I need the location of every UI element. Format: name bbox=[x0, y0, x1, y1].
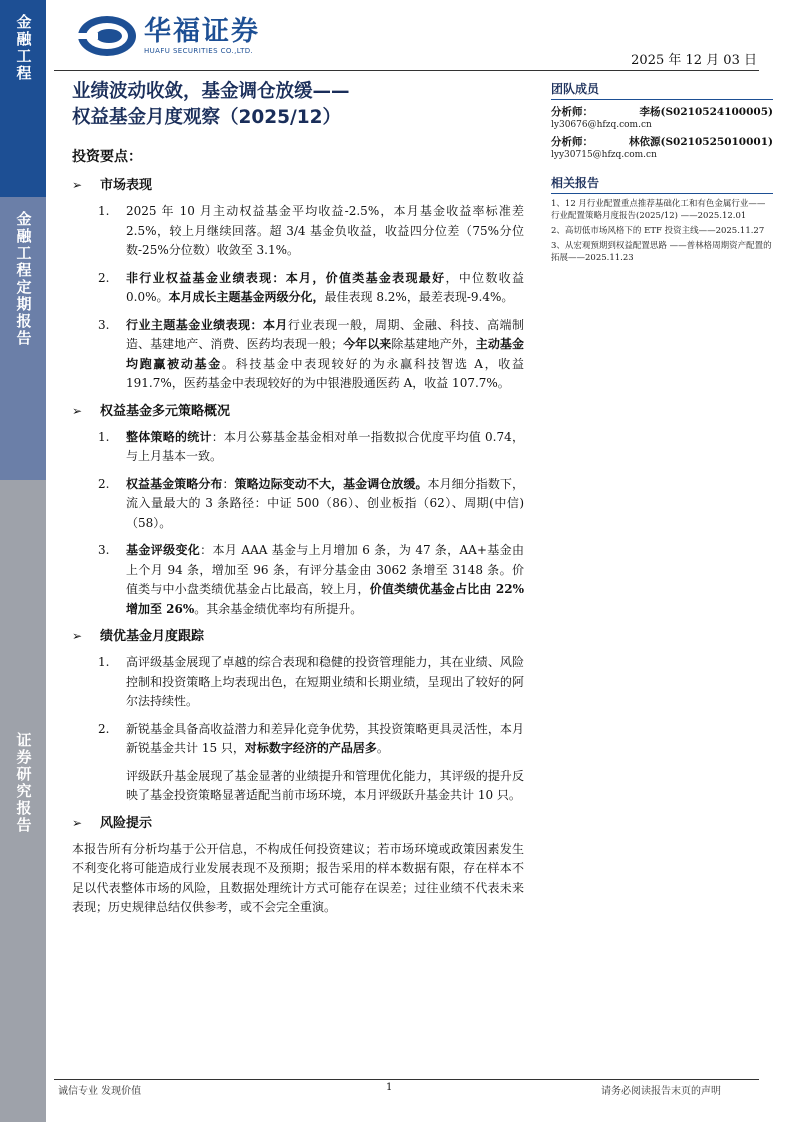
list-item: 1. 高评级基金展现了卓越的综合表现和稳健的投资管理能力，其在业绩、风险控制和投资策略上均表现出色，在短期业绩和长期业绩，呈现出了较好的阿尔法持续性。 bbox=[98, 655, 524, 708]
arrow-icon: ➢ bbox=[72, 178, 83, 193]
report-date: 2025 年 12 月 03 日 bbox=[631, 53, 757, 68]
list-item: 1. 2025 年 10 月主动权益基金平均收益-2.5%，本月基金收益率标准差 2.5%，较上月继续回落。超 3/4 基金负收益，收益四分位差（75%分位数-25%分位数）收敛至 3.1%。 bbox=[98, 204, 524, 257]
sidebar bbox=[0, 0, 46, 1122]
section-tracking-heading: ➢ 绩优基金月度跟踪 bbox=[72, 627, 524, 647]
list-item: 3. 行业主题基金业绩表现：本月行业表现一般，周期、金融、科技、高端制造、基建地产、消费、医药均表现一般；今年以来除基建地产外，主动基金均跑赢被动基金。科技基金中表现较好的为永赢科技智选 A，收益 191.7%，医药基金中表现较好的为中银港股通医药 A，收益 107.7%。 bbox=[98, 317, 524, 390]
list-item: 2. 权益基金策略分布：策略边际变动不大，基金调仓放缓。本月细分指数下，流入量最大的 3 条路径：中证 500（86）、创业板指（62）、周期(中信)（58）。 bbox=[98, 476, 524, 530]
related-report-item[interactable]: 2、高切低市场风格下的 ETF 投资主线——2025.11.27 bbox=[551, 226, 765, 236]
risk-paragraph: 本报告所有分析均基于公开信息，不构成任何投资建议；若市场环境或政策因素发生不利变化将可能造成行业发展表现不及预期；报告采用的样本数据有限，存在样本不足以代表整体市场的风险，且数据处理统计方式可能存在误差；过往业绩不代表未来表现；历史规律总结仅供参考，或不会完全重演。 bbox=[72, 841, 524, 914]
sidebar-report-type: 金融工程定期报告 bbox=[0, 197, 46, 480]
section-strategy-heading: ➢ 权益基金多元策略概况 bbox=[72, 402, 524, 422]
right-column bbox=[551, 80, 773, 267]
analyst-row: 分析师： 林依源(S0210525010001) bbox=[551, 136, 773, 148]
related-heading: 相关报告 bbox=[551, 174, 773, 194]
footer-disclaimer: 请务必阅读报告末页的声明 bbox=[601, 1086, 721, 1097]
footer-rule bbox=[54, 1079, 759, 1080]
analyst-email[interactable]: lyy30715@hfzq.com.cn bbox=[551, 150, 657, 160]
arrow-icon: ➢ bbox=[72, 629, 83, 644]
section-risk-heading: ➢ 风险提示 bbox=[72, 814, 524, 834]
arrow-icon: ➢ bbox=[72, 403, 83, 418]
arrow-icon: ➢ bbox=[72, 815, 83, 830]
company-name-en: HUAFU SECURITIES CO.,LTD. bbox=[144, 47, 254, 55]
title-line-1: 业绩波动收敛，基金调仓放缓—— bbox=[72, 81, 350, 102]
list-item: 1. 整体策略的统计：本月公募基金基金相对单一指数拟合优度平均值 0.74，与上月基本一致。 bbox=[98, 429, 524, 463]
header-rule bbox=[54, 70, 759, 71]
footer-slogan: 诚信专业 发现价值 bbox=[58, 1086, 142, 1097]
company-name-cn: 华福证券 bbox=[144, 16, 260, 47]
company-logo bbox=[76, 14, 260, 58]
analyst-row: 分析师： 李杨(S0210524100005) bbox=[551, 106, 773, 118]
list-item: 2. 新锐基金具备高收益潜力和差异化竞争优势，其投资策略更具灵活性，本月新锐基金共计 15 只，对标数字经济的产品居多。 bbox=[98, 721, 524, 755]
title-line-2: 权益基金月度观察（2025/12） bbox=[72, 107, 341, 128]
main-content bbox=[72, 176, 524, 918]
team-heading: 团队成员 bbox=[551, 80, 773, 100]
page-number: 1 bbox=[386, 1082, 393, 1093]
huafu-logo-icon bbox=[76, 14, 138, 58]
sidebar-doc-type: 证券研究报告 bbox=[0, 480, 46, 1122]
report-title bbox=[72, 79, 350, 131]
section-market-heading: ➢ 市场表现 bbox=[72, 176, 524, 196]
list-item: 3. 基金评级变化：本月 AAA 基金与上月增加 6 条，为 47 条，AA+基金由上个月 94 条，增加至 96 条，有评分基金由 3062 条增至 3148 条。价值类与中小盘类绩优基金占比最高，较上月，价值类绩优基金占比由 22%增加至 26%。其余基金绩优率均有所提升。 bbox=[98, 543, 524, 616]
key-points-label: 投资要点： bbox=[72, 149, 142, 165]
analyst-email[interactable]: ly30676@hfzq.com.cn bbox=[551, 120, 652, 130]
sidebar-category: 金融工程 bbox=[0, 0, 46, 197]
related-reports-list bbox=[551, 198, 773, 264]
list-item: 2. 非行业权益基金业绩表现：本月，价值类基金表现最好，中位数收益 0.0%。本月成长主题基金两级分化，最佳表现 8.2%，最差表现-9.4%。 bbox=[98, 270, 524, 304]
related-report-item[interactable]: 3、从宏观预期到权益配置思路 ——普林格周期资产配置的拓展——2025.11.23 bbox=[551, 241, 772, 263]
related-report-item[interactable]: 1、12 月行业配置重点推荐基础化工和有色金属行业——行业配置策略月度报告(2025/12) ——2025.12.01 bbox=[551, 199, 766, 221]
paragraph: 评级跃升基金展现了基金显著的业绩提升和管理优化能力，其评级的提升反映了基金投资策略显著适配当前市场环境，本月评级跃升基金共计 10 只。 bbox=[126, 768, 524, 802]
